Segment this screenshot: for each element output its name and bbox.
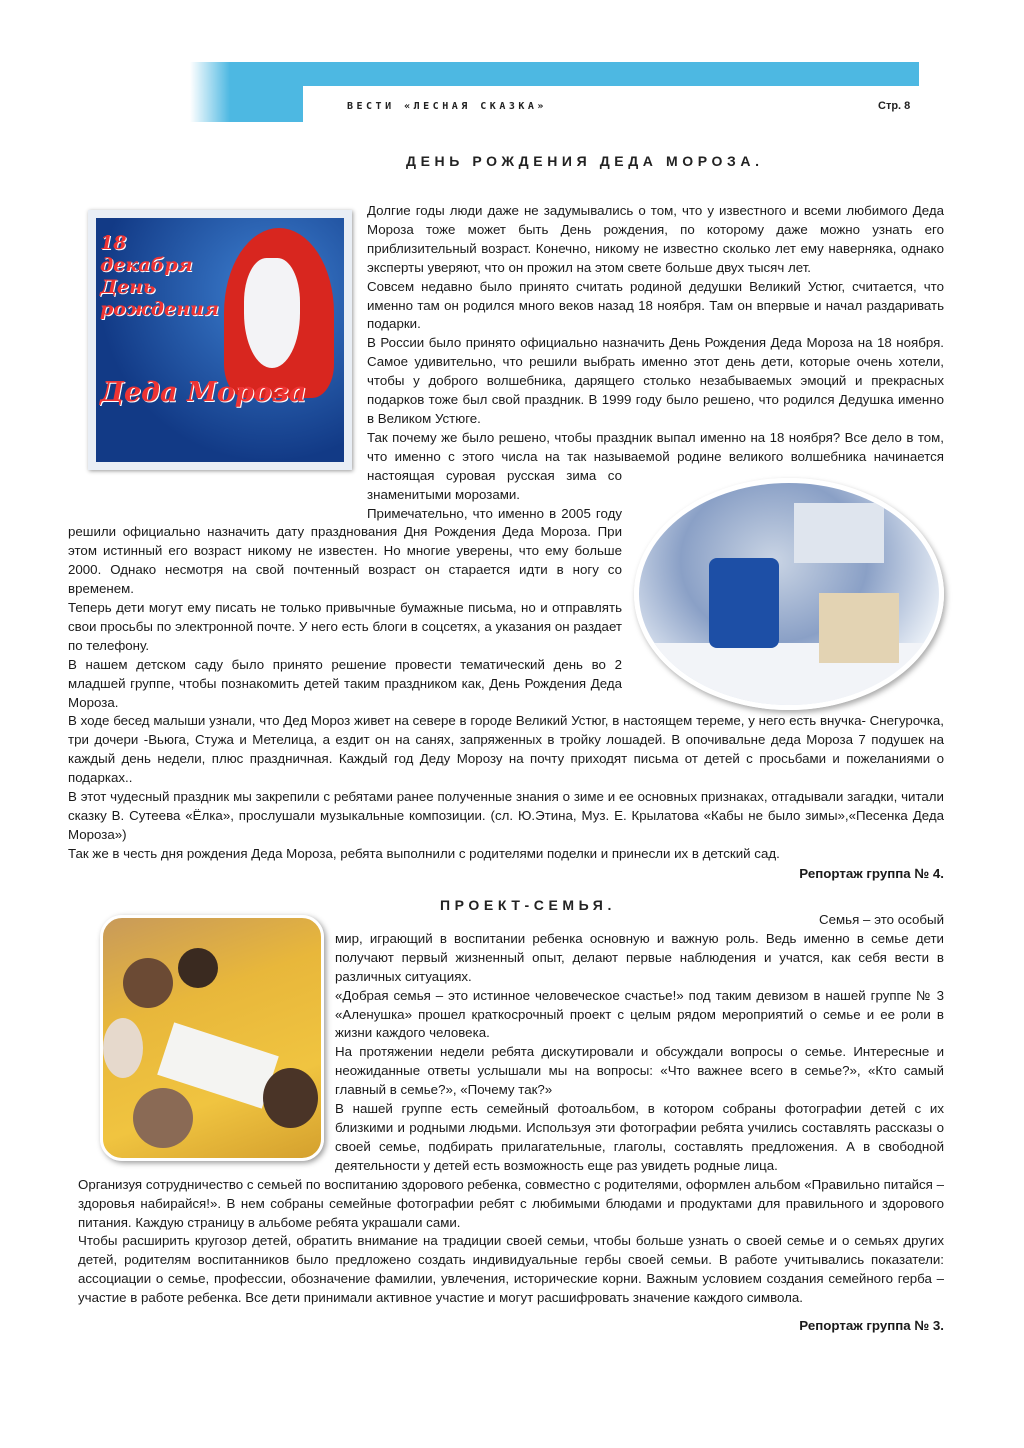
article1-title: ДЕНЬ РОЖДЕНИЯ ДЕДА МОРОЗА. xyxy=(406,153,764,169)
paragraph: На протяжении недели ребята дискутировали и обсуждали вопросы о семье. Интересные и неожиданные ответы услышали мы на вопросы: «Что важнее всего в семье?», «Кто самый главный в семье?», «Почему так?» xyxy=(335,1044,944,1098)
paragraph: Так же в честь дня рождения Деда Мороза, ребята выполнили с родителями поделки и принесли их в детский сад. xyxy=(68,845,780,861)
paragraph: Совсем недавно было принято считать родиной дедушки Великий Устюг, считается, что именно там он родился много веков назад 18 ноября. Там он впервые и начал раздаривать подарки. xyxy=(367,278,944,332)
article1-signature: Репортаж группа № 4. xyxy=(799,865,944,881)
paragraph: Организуя сотрудничество с семьей по воспитанию здорового ребенка, совместно с родителями, оформлен альбом «Правильно питайся – здоровья набирайся!». В нем собраны семейные фотографии ребят с любимыми блюдами и продуктами для правильного и здорового питания. Каждую страницу в альбоме ребята украшали сами. xyxy=(78,1176,944,1230)
paragraph: «Добрая семья – это истинное человеческое счастье!» под таким девизом в нашей группе № 3 «Аленушка» прошел краткосрочный проект с целым рядом мероприятий о семье и ее роли в жизни каждого человека. xyxy=(335,987,944,1041)
newsletter-title: ВЕСТИ «ЛЕСНАЯ СКАЗКА» xyxy=(347,101,547,112)
paragraph: Семья – это особый мир, играющий в воспитании ребенка основную и важную роль. Ведь именно в семье дети получают первый жизненный опыт, делают первые наблюдения и учатся, как себя вести в различных ситуациях. xyxy=(335,912,944,984)
paragraph: В России было принято официально назначить День Рождения Деда Мороза на 18 ноября. Самое удивительно, что решили выбрать именно этот день дети, которые очень хотели, чтобы у доброго волшебника, дарящего столько незабываемых эмоций и прекрасных подарков тоже был свой праздник. В 1999 году было решено, что родился Дедушка именно в Великом Устюге. xyxy=(367,335,944,426)
paragraph: Примечательно, что именно в 2005 году решили официально назначить дату празднования Дня Рождения Деда Мороза. При этом истинный его возраст никому не известен. Но многие уверены, что ему больше 2000. Однако несмотря на свой почтенный возраст он старается идти в ногу со временем. xyxy=(68,505,622,597)
ded-moroz-birthday-poster xyxy=(88,210,352,470)
paragraph: Так почему же было решено, чтобы праздник выпал именно на 18 ноября? Все дело в том, что именно с этого числа на так называемой родине великого волшебника начинается настоящая суровая русская зима со знаменитыми морозами. xyxy=(367,429,944,502)
paragraph: Долгие годы люди даже не задумывались о том, что у известного и всеми любимого Деда Мороза тоже может быть День рождения, по которому даже можно узнать его приблизительный возраст. Конечно, никому не известно сколько лет ему наверняка, однако эксперты уверяют, что он прожил на этом свете больше двух тысяч лет. xyxy=(367,203,944,275)
paragraph: В этот чудесный праздник мы закрепили с ребятами ранее полученные знания о зиме и ее основных признаках, отгадывали загадки, читали сказку В. Сутеева «Ёлка», прослушали музыкальные композиции. (сл. Ю.Этина, Муз. Е. Крылатова «Кабы не было зимы»,«Песенка Деда Мороза») xyxy=(68,789,944,842)
header-fade xyxy=(190,62,230,86)
children-album-photo xyxy=(100,915,324,1161)
article2-title: ПРОЕКТ-СЕМЬЯ. xyxy=(440,897,616,913)
paragraph: Чтобы расширить кругозор детей, обратить внимание на традиции своей семьи, чтобы больше узнать о своей семье и о семьях других детей, родителям воспитанников было предложено создать индивидуальные гербы своей семьи. В работе учитывались показатели: ассоциации о семье, профессии, обозначение фамилии, увлечения, исторические корни. Важным условием создания семейного герба – участие в работе ребенка. Все дети принимали активное участие и могут расшифровать значение каждого символа. xyxy=(78,1233,944,1306)
poster-caption-bottom: Деда Мороза xyxy=(100,377,307,408)
poster-caption-top: 18 декабря День рождения xyxy=(100,232,219,320)
paragraph: В нашей группе есть семейный фотоальбом, в котором собраны фотографии детей с их близкими и родными людьми. Используя эти фотографии ребята учились составлять рассказы о своей семье, подбирать прилагательные, глаголы, составлять предложения. А в свободной деятельности у детей есть возможность еще раз увидеть родные лица. xyxy=(335,1101,944,1173)
page-number: Стр. 8 xyxy=(878,100,911,112)
santa-beard xyxy=(244,258,300,368)
paragraph: Теперь дети могут ему писать не только привычные бумажные письма, но и отправлять свои просьбы по электронной почте. У него есть блоги в соцсетях, а указания он раздает по телефону. xyxy=(68,600,622,653)
article2-signature: Репортаж группа № 3. xyxy=(799,1318,944,1334)
paragraph: В ходе бесед малыши узнали, что Дед Мороз живет на севере в городе Великий Устюг, в настоящем тереме, у него есть внучка- Снегурочка, три дочери -Вьюга, Стужа и Метелица, а ездит он на санях, запряженных в тройку лошадей. В опочивальне деда Мороза 7 подушек на каждый день недели, плюс праздничная. Каждый год Деду Морозу на почту приходят письма от детей с просьбами и пожеланиями о подарках.. xyxy=(68,713,944,786)
crafts-photo xyxy=(634,478,944,710)
paragraph: В нашем детском саду было принято решение провести тематический день во 2 младшей группе, чтобы познакомить детей таким праздником как, День Рождения Деда Мороза. xyxy=(68,656,622,710)
